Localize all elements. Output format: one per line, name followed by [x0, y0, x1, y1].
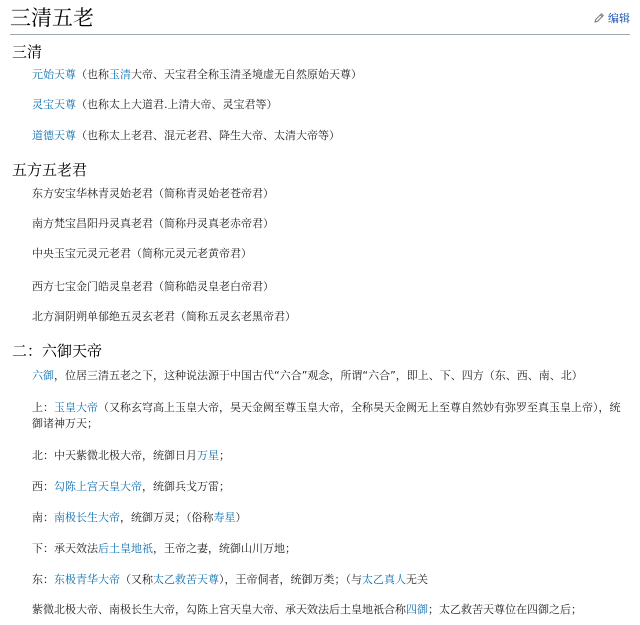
text: 无关	[406, 573, 428, 586]
liuyu-shang-line1	[32, 400, 621, 416]
text: 东：	[32, 573, 54, 586]
liuyu-dong	[32, 572, 428, 588]
edit-link[interactable]	[593, 10, 630, 26]
link-lingbao[interactable]: 灵宝天尊	[32, 98, 76, 111]
liuyu-bei	[32, 448, 230, 464]
liuyu-xia	[32, 541, 296, 557]
liuyu-summary	[32, 602, 582, 618]
text: ，王帝之妻，统御山川万地；	[153, 542, 296, 555]
text: 上：	[32, 401, 54, 414]
liuyu-shang-line2: 御诸神万天；	[32, 417, 98, 430]
text: ；太乙救苦天尊位在四御之后；	[428, 603, 582, 616]
link-yuqing[interactable]: 玉清	[109, 68, 131, 81]
text: 北：中天紫微北极大帝，统御日月	[32, 449, 197, 462]
text: （又称玄穹高上玉皇大帝，昊天金阙至尊玉皇大帝，全称昊天金阙无上至尊自然妙有弥罗至真玉皇上帝），统	[98, 401, 621, 414]
liuyu-nan	[32, 510, 247, 526]
link-yuhuang[interactable]: 玉皇大帝	[54, 401, 98, 414]
link-taiyi-jiuku[interactable]: 太乙救苦天尊	[153, 573, 219, 586]
text: 大帝、天宝君全称玉清圣境虚无自然原始天尊）	[131, 68, 362, 81]
link-taiyi-zhenren[interactable]: 太乙真人	[362, 573, 406, 586]
wufang-item-north: 北方洞阴朔单郁绝五灵玄老君（简称五灵玄老黑帝君）	[32, 310, 296, 323]
link-dongji[interactable]: 东极青华大帝	[54, 573, 120, 586]
text: 南：	[32, 511, 54, 524]
edit-label: 编辑	[608, 12, 630, 25]
link-siyu[interactable]: 四御	[406, 603, 428, 616]
text: ，位居三清五老之下，这种说法源于中国古代“六合”观念，所谓“六合”，即上、下、四方（东、西、南、北）	[54, 369, 583, 382]
text: （也称	[76, 68, 109, 81]
link-yuanshi[interactable]: 元始天尊	[32, 68, 76, 81]
text: （也称太上大道君.上清大帝、灵宝君等）	[76, 98, 278, 111]
text: （又称	[120, 573, 153, 586]
link-wanxing[interactable]: 万星	[197, 449, 219, 462]
page-header	[10, 4, 630, 35]
section-heading-sanqing: 三清	[12, 43, 43, 61]
link-daode[interactable]: 道德天尊	[32, 129, 76, 142]
text: ），王帝侗者，统御万类；（与	[219, 573, 362, 586]
sanqing-item-lingbao	[32, 97, 278, 113]
section-heading-liuyu: 二：六御天帝	[12, 342, 103, 360]
text: （也称太上老君、混元老君、降生大帝、太清大帝等）	[76, 129, 340, 142]
section-heading-wufang: 五方五老君	[12, 161, 88, 179]
link-nanji[interactable]: 南极长生大帝	[54, 511, 120, 524]
text: 西：	[32, 480, 54, 493]
wufang-item-south: 南方梵宝昌阳丹灵真老君（简称丹灵真老赤帝君）	[32, 217, 274, 230]
text: ）	[235, 511, 247, 524]
sanqing-item-yuanshi	[32, 67, 362, 83]
text: 下：承天效法	[32, 542, 98, 555]
liuyu-xi	[32, 479, 230, 495]
text: ，统御兵戈万雷；	[142, 480, 230, 493]
liuyu-intro	[32, 368, 583, 384]
link-shouxing[interactable]: 寿星	[213, 511, 236, 524]
wufang-item-east: 东方安宝华林青灵始老君（简称青灵始老苍帝君）	[32, 187, 274, 200]
text: ；	[219, 449, 230, 462]
wufang-item-west: 西方七宝金门皓灵皇老君（简称皓灵皇老白帝君）	[32, 280, 274, 293]
wufang-item-center: 中央玉宝元灵元老君（简称元灵元老黄帝君）	[32, 247, 252, 260]
text: 紫微北极大帝、南极长生大帝，勾陈上宫天皇大帝、承天效法后土皇地祇合称	[32, 603, 406, 616]
link-houtu[interactable]: 后土皇地祇	[98, 542, 153, 555]
pencil-icon	[593, 12, 605, 24]
link-gouchen[interactable]: 勾陈上宫天皇大帝	[54, 480, 142, 493]
link-liuyu[interactable]: 六御	[32, 369, 54, 382]
sanqing-item-daode	[32, 128, 340, 144]
text: ，统御万灵；（俗称	[120, 511, 214, 524]
page-title: 三清五老	[10, 6, 94, 30]
